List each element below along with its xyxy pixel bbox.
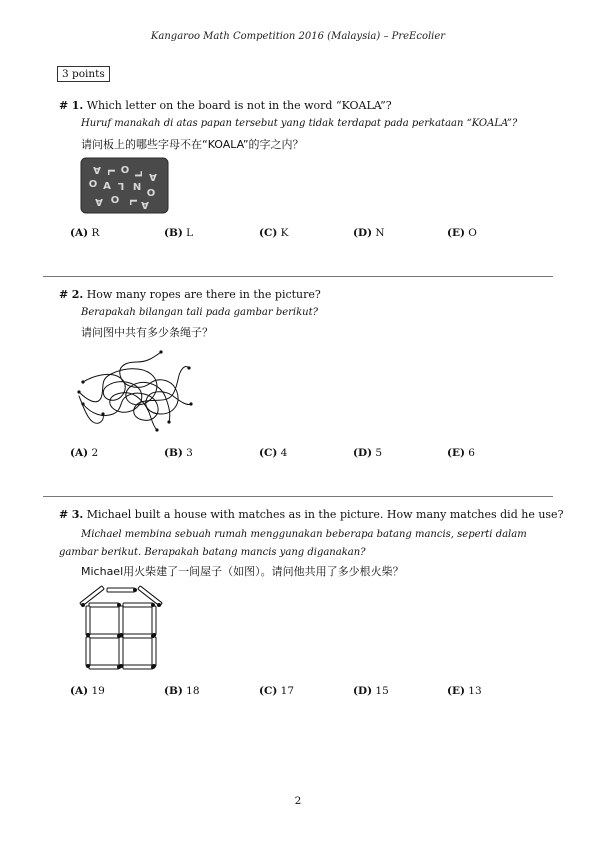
board-letter: A bbox=[95, 196, 103, 207]
q1-option-a-label: (A) bbox=[70, 227, 89, 239]
q1-option-e-value: O bbox=[468, 227, 477, 239]
q2-chinese: 请问图中共有多少条绳子？ bbox=[81, 326, 213, 339]
q2-option-b-value: 3 bbox=[186, 447, 193, 459]
q3-english-text: Michael built a house with matches as in the picture. How many matches did he use? bbox=[86, 508, 564, 521]
q3-option-b-value: 18 bbox=[186, 685, 200, 697]
q3-matchstick-house bbox=[80, 584, 162, 670]
q3-option-c-label: (C) bbox=[259, 685, 278, 697]
board-letter: N bbox=[132, 182, 142, 193]
q3-option-a[interactable] bbox=[70, 685, 105, 697]
q1-option-b-value: L bbox=[186, 227, 194, 239]
q1-option-b-label: (B) bbox=[164, 227, 183, 239]
board-letter: L bbox=[117, 180, 125, 191]
q2-ropes-figure bbox=[77, 348, 197, 436]
q1-option-d-value: N bbox=[375, 227, 385, 239]
q1-english-text: Which letter on the board is not in the word “KOALA”? bbox=[86, 99, 392, 112]
q2-option-b[interactable] bbox=[164, 447, 193, 459]
board-letter: L bbox=[134, 170, 145, 178]
board-letter: A bbox=[93, 164, 101, 175]
q3-option-e[interactable] bbox=[447, 685, 482, 697]
q2-option-c-value: 4 bbox=[280, 447, 288, 459]
q2-option-a-value: 2 bbox=[91, 447, 99, 459]
q2-english-text: How many ropes are there in the picture? bbox=[86, 288, 321, 301]
q3-option-e-label: (E) bbox=[447, 685, 465, 697]
q2-option-a[interactable] bbox=[70, 447, 98, 459]
q1-option-c-value: K bbox=[280, 227, 289, 239]
q1-option-b[interactable] bbox=[164, 227, 193, 239]
board-letter: O bbox=[120, 165, 130, 176]
board-letter: O bbox=[146, 186, 156, 197]
board-letter: O bbox=[110, 195, 120, 206]
q1-number: 1. bbox=[71, 99, 84, 112]
page-number: 2 bbox=[294, 795, 302, 807]
q1-option-c[interactable] bbox=[259, 227, 289, 239]
q2-option-d-value: 5 bbox=[375, 447, 383, 459]
q3-option-a-label: (A) bbox=[70, 685, 89, 697]
q1-chinese: 请问板上的哪些字母不在“KOALA”的字之内？ bbox=[81, 138, 304, 151]
board-letter: L bbox=[105, 168, 116, 176]
points-label: 3 points bbox=[57, 66, 110, 82]
q3-option-c-value: 17 bbox=[280, 685, 295, 697]
page-header: Kangaroo Math Competition 2016 (Malaysia) – PreEcolier bbox=[150, 31, 446, 42]
q2-option-d-label: (D) bbox=[353, 447, 373, 459]
q1-malay: Huruf manakah di atas papan tersebut yang tidak terdapat pada perkataan “KOALA”? bbox=[81, 118, 518, 129]
q3-english bbox=[59, 508, 563, 521]
q2-english bbox=[59, 288, 321, 301]
q1-option-e-label: (E) bbox=[447, 227, 465, 239]
q3-option-a-value: 19 bbox=[91, 685, 105, 697]
q2-option-c-label: (C) bbox=[259, 447, 278, 459]
q3-option-e-value: 13 bbox=[468, 685, 482, 697]
q1-option-d[interactable] bbox=[353, 227, 385, 239]
q1-option-e[interactable] bbox=[447, 227, 477, 239]
q2-option-e[interactable] bbox=[447, 447, 475, 459]
q2-option-c[interactable] bbox=[259, 447, 287, 459]
board-letter: O bbox=[88, 179, 98, 190]
q3-number: 3. bbox=[71, 508, 84, 521]
q2-option-e-label: (E) bbox=[447, 447, 465, 459]
q2-option-d[interactable] bbox=[353, 447, 382, 459]
divider-1 bbox=[43, 276, 553, 277]
q1-option-c-label: (C) bbox=[259, 227, 278, 239]
q1-option-a[interactable] bbox=[70, 227, 99, 239]
q2-malay: Berapakah bilangan tali pada gambar berikut? bbox=[81, 307, 319, 318]
q3-option-d-value: 15 bbox=[375, 685, 389, 697]
q1-marker: # bbox=[59, 99, 69, 112]
q3-option-d[interactable] bbox=[353, 685, 389, 697]
q2-number: 2. bbox=[71, 288, 84, 301]
q3-option-c[interactable] bbox=[259, 685, 294, 697]
divider-2 bbox=[43, 496, 553, 497]
q3-option-d-label: (D) bbox=[353, 685, 373, 697]
rope-4 bbox=[83, 367, 189, 421]
board-letter: L bbox=[127, 198, 138, 206]
board-letter: A bbox=[149, 171, 157, 182]
board-letter: A bbox=[103, 181, 111, 192]
board-letter: A bbox=[141, 199, 149, 210]
q3-malay: Michael membina sebuah rumah menggunakan beberapa batang mancis, seperti dalam gambar berikut. Berapakah batang mancis yang diganakan? bbox=[59, 529, 527, 558]
q2-option-a-label: (A) bbox=[70, 447, 89, 459]
q3-chinese: Michael用火柴建了一间屋子（如图）。请问他共用了多少根火柴？ bbox=[81, 565, 404, 578]
q3-marker: # bbox=[59, 508, 69, 521]
q3-option-b[interactable] bbox=[164, 685, 200, 697]
q1-english bbox=[59, 99, 392, 112]
q1-option-d-label: (D) bbox=[353, 227, 373, 239]
q2-option-b-label: (B) bbox=[164, 447, 183, 459]
q2-option-e-value: 6 bbox=[468, 447, 475, 459]
q3-option-b-label: (B) bbox=[164, 685, 183, 697]
q2-marker: # bbox=[59, 288, 69, 301]
q1-letter-board bbox=[81, 158, 168, 213]
q1-option-a-value: R bbox=[91, 227, 100, 239]
